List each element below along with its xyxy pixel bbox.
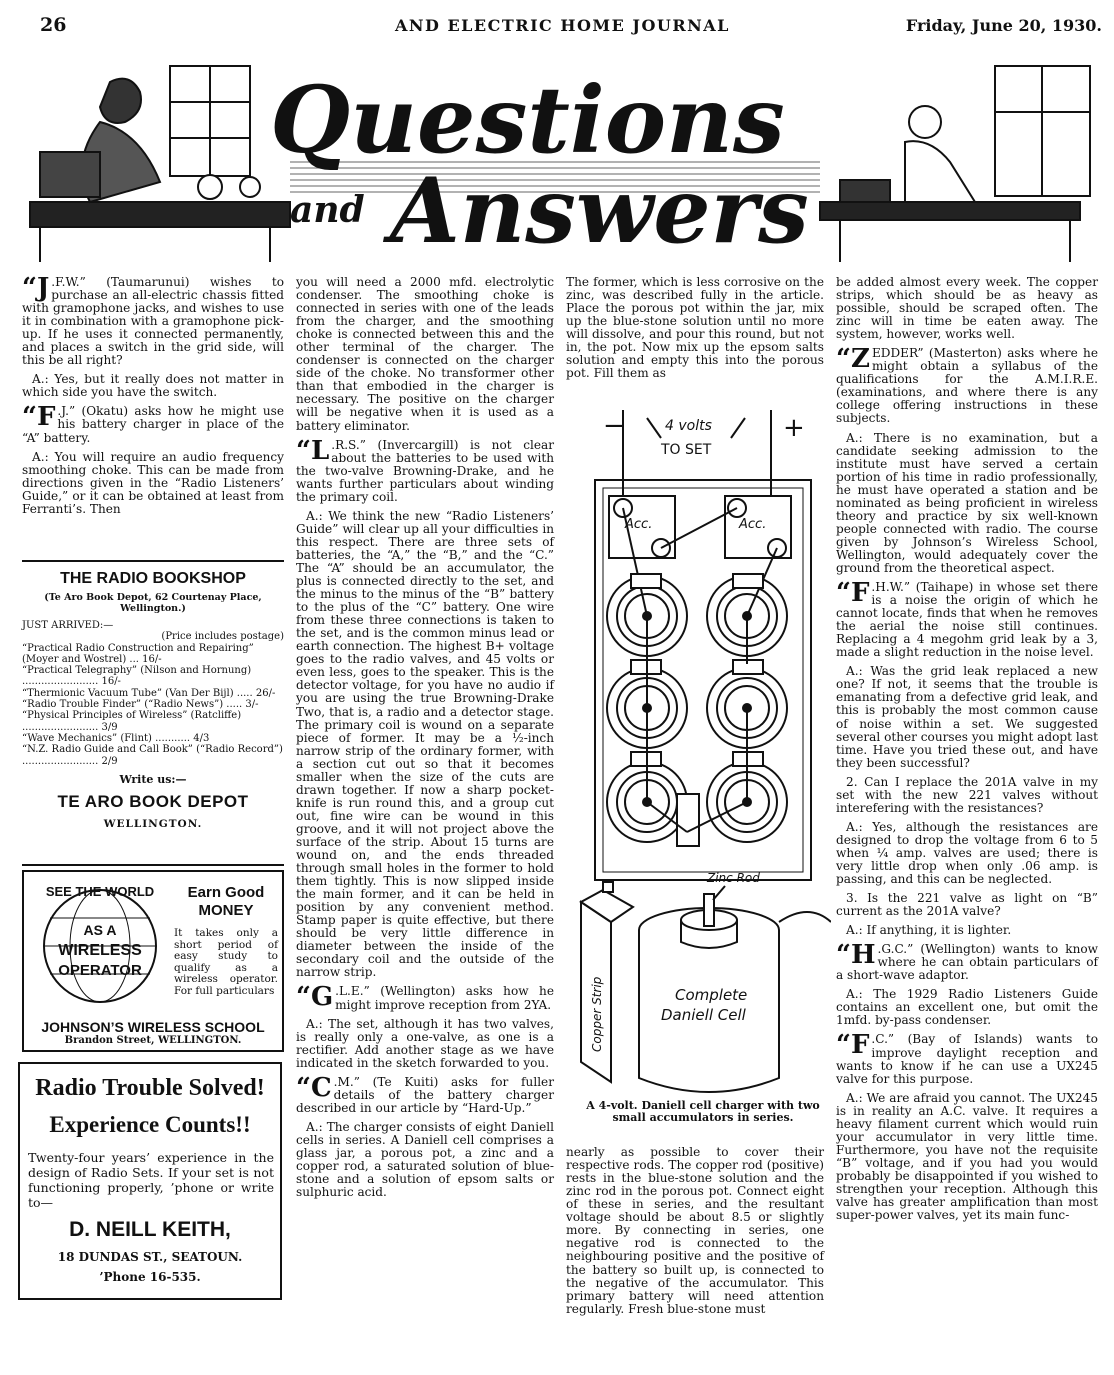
to-set-label: TO SET — [661, 442, 712, 458]
book-item: “Thermionic Vacuum Tube” (Van Der Bijl) ..... 26/- — [22, 687, 276, 699]
minus-sign: − — [603, 411, 625, 441]
bookshop-depot: TE ARO BOOK DEPOT — [57, 791, 249, 811]
column-2 — [296, 276, 554, 1205]
accumulator-label-left: Acc. — [625, 517, 653, 532]
bookshop-price-note: (Price includes postage) — [161, 631, 284, 643]
accumulator-label-right: Acc. — [739, 517, 767, 532]
column-3 — [566, 276, 824, 386]
johnson-address: Brandon Street, WELLINGTON. — [64, 1035, 242, 1046]
trouble-body: Twenty-four years’ experience in the design of Radio Sets. If your set is not functioning properly, ’phone or write to— — [28, 1150, 274, 1210]
answer-cm: A.: The charger consists of eight Daniell cells in series. A Daniell cell comprises a glass jar, a porous pot, a zinc and a copper rod, a saturated solution of blue-stone and a solution of epsom salts or sulphuric acid. — [296, 1119, 554, 1200]
questions-and-answers-banner — [20, 52, 1100, 270]
banner-title-and: and — [290, 189, 365, 231]
bookshop-write: Write us:— — [119, 772, 187, 786]
banner-title-questions: Questions — [270, 66, 785, 174]
question-fhw: “F .H.W.” (Taihape) in whose set there is a noise the origin of which he cannot locate, finds that when he removes the aerial the noise still continues. Replacing a 4 megohm grid leak by a 3, made a slight reduction in the noise level. — [836, 578, 1098, 660]
question-zedder: “ZEDDER” (Masterton) asks where he might obtain a syllabus of the qualifications for the A.M.I.R.E. (examinations, and where there is any college offering instructions in these subjects. — [836, 344, 1098, 426]
bookshop-title: THE RADIO BOOKSHOP — [60, 570, 246, 587]
page-number: 26 — [40, 14, 67, 36]
column-1 — [22, 273, 284, 522]
question-fhw-3: 3. Is the 221 valve as light on “B” current as the 201A valve? — [836, 891, 1098, 919]
book-item: “Physical Principles of Wireless” (Ratcliffe) ........................ 3/9 — [22, 710, 242, 733]
answer-fhw: A.: Was the grid leak replaced a new one? If not, it seems that the trouble is emanating from a defective grid leak, and this is probably the most common cause of noise within a set. We suggested several other courses you might adopt last time. Have you tried these out, and have they been successful? — [836, 664, 1098, 770]
radio-trouble-solved-ad — [18, 1062, 282, 1300]
book-item: “Wave Mechanics” (Flint) ........... 4/3 — [22, 732, 210, 744]
answer-fhw-3: A.: If anything, it is lighter. — [846, 923, 1012, 938]
johnson-school-name: JOHNSON’S WIRELESS SCHOOL — [41, 1019, 265, 1035]
trouble-name: D. NEILL KEITH, — [69, 1218, 231, 1241]
answer-hgc: A.: The 1929 Radio Listeners Guide contains an excellent one, but omit the 1mfd. by-pass condenser. — [836, 987, 1098, 1028]
daniell-cell-label: Daniell Cell — [661, 1006, 746, 1024]
answer-fhw-2: A.: Yes, although the resistances are designed to drop the voltage from 6 to 5 when ¼ amp. valves are used; there is very little drop when only .06 amp. is passing, and this can be neglected. — [836, 819, 1098, 887]
trouble-headline: Radio Trouble Solved! — [35, 1075, 265, 1101]
answer-zedder: A.: There is no examination, but a candidate seeking admission to the institute must have served a certain portion of his time in radio professionally, he must have operated a station and be nominated as being proficient in wireless theory and practice by six well-known people connected with radio. The course given by Johnson’s Wireless School, Wellington, would adequately cover the ground from the theoretical aspect. — [836, 430, 1098, 575]
column-4 — [836, 276, 1098, 1228]
question-gle: “G .L.E.” (Wellington) asks how he might improve reception from 2YA. — [296, 982, 554, 1013]
plus-sign: + — [783, 413, 805, 443]
radio-bookshop-ad — [22, 560, 284, 866]
trouble-phone: ’Phone 16-535. — [99, 1270, 201, 1284]
question-cm: “C .M.” (Te Kuiti) asks for fuller details of the battery charger described in our article by “Hard-Up.” — [296, 1072, 554, 1115]
book-item: “N.Z. Radio Guide and Call Book” (“Radio Record”) ........................ 2/9 — [22, 744, 283, 767]
question-lrs: “L .R.S.” (Invercargill) is not clear about the batteries to be used with the two-valve Browning-Drake, and he wants further particulars about winding the primary coil. — [296, 435, 554, 504]
bookshop-city: WELLINGTON. — [103, 817, 203, 830]
globe-seal-icon — [30, 878, 170, 1008]
copper-strip-label: Copper Strip — [590, 976, 604, 1052]
answer-jfw: A.: Yes, but it really does not matter in which side you have the switch. — [22, 372, 284, 400]
column-3-bottom — [566, 1134, 824, 1328]
answer-cm-cont: The former, which is less corrosive on the zinc, was described fully in the article. Place the porous pot within the jar, mix up the blue-stone solution until no more will dissolve, and pour this round, but not in, the pot. Now mix up the epsom salts solution and empty this into the porous pot. Fill them as — [566, 275, 824, 381]
paper-name: AND ELECTRIC HOME JOURNAL — [395, 16, 730, 35]
zinc-rod-label: Zinc Rod — [707, 871, 760, 885]
johnson-description: It takes only a short period of easy study to qualify as a wireless operator. For full particulars — [174, 927, 278, 997]
bookshop-arrived: JUST ARRIVED:— — [22, 620, 114, 631]
question-fj: “F .J.” (Okatu) asks how he might use his battery charger in place of the “A” battery. — [22, 402, 284, 445]
seal-wireless: WIRELESS — [58, 942, 142, 959]
man-writing-illustration — [820, 66, 1090, 262]
bookshop-list — [22, 620, 284, 767]
diagram-caption: A 4-volt. Daniell cell charger with two small accumulators in series. — [586, 1099, 820, 1124]
answer-fc: A.: We are afraid you cannot. The UX245 is in reality an A.C. valve. It requires a heavy filament current which would ruin your accumulator in very little time. Furthermore, you have not the requisite “B” voltage, and if you had you would probably be disappointed if you wished to strengthen your reception. Although this valve has greater amplification than most super-power valves, yet its main func- — [836, 1090, 1098, 1223]
issue-date: Friday, June 20, 1930. — [905, 16, 1102, 35]
answer-cm-cont-2: nearly as possible to cover their respective rods. The copper rod (positive) rests in the blue-stone solution and the zinc rod in the porous pot. Connect eight of these in series, and the resultant voltage should be about 8.5 or slightly more. By connecting in series, one negative rod is connected to the neighbouring positive and the positive of the battery so built up, is connected to the negative of the accumulator. This primary battery will need attention regularly. Fresh blue-stone must — [566, 1145, 824, 1316]
page-header — [40, 14, 1102, 42]
question-fc: “F .C.” (Bay of Islands) wants to improve daylight reception and wants to know if he can use a UX245 valve for this purpose. — [836, 1030, 1098, 1086]
earn-good-money: Earn Good MONEY — [187, 884, 265, 919]
banner-title-answers: Answers — [390, 158, 809, 264]
answer-cm-end: be added almost every week. The copper strips, which should be as heavy as possible, should be scraped often. The zinc will in time be eaten away. The system, however, works well. — [836, 275, 1098, 342]
radio-operator-illustration — [30, 66, 290, 262]
experience-headline: Experience Counts!! — [49, 1112, 251, 1137]
johnsons-wireless-school-ad — [22, 870, 284, 1052]
book-item: “Practical Telegraphy” (Nilson and Hornung) ........................ 16/- — [22, 665, 252, 688]
question-hgc: “H .G.C.” (Wellington) wants to know where he can obtain particulars of a short-wave adaptor. — [836, 940, 1098, 983]
complete-label: Complete — [675, 986, 748, 1004]
answer-lrs: A.: We think the new “Radio Listeners’ Guide” will clear up all your difficulties in this respect. There are three sets of batteries, the “A,” the “B,” and the “C.” The “A” should be an accumulator, the plus is connected directly to the set, and the minus to the minus of the “B” battery to the plus of the “C” battery. One wire from these three connections is taken to the set, and is the common minus lead or earth connection. The highest B+ voltage goes to the radio valves, and 45 volts or even less, goes to the speaker. This is the detector voltage, for you have no audio if you are using the true Browning-Drake Two, that is, a radio and a detector stage. The primary coil is wound on a separate piece of former. It may be a ½-inch narrow strip of the ordinary former, with a section cut out so that it becomes smaller when the size of the cuts are drawn together. If now a sharp pocket-knife is run round this, and a group cut out, fine wire can be wound in this groove, and it will not project above the surface of the strip. About 15 turns are wound on, and the ends threaded through small holes in the former to hold them tightly. This is now slipped inside the main former, and it can be held in position by any convenient method. Stamp paper is quite effective, but there should be very little difference in diameter between the inside of the secondary coil and the outside of the narrow strip. — [296, 508, 554, 980]
book-item: “Radio Trouble Finder” (“Radio News”) ..... 3/- — [22, 699, 259, 711]
seal-operator: OPERATOR — [58, 962, 142, 979]
answer-fj: A.: You will require an audio frequency smoothing choke. This can be made from directions given in the “Radio Listeners’ Guide,” or it can be obtained at least from Ferranti’s. Then — [22, 449, 284, 516]
book-item: “Practical Radio Construction and Repairing” (Moyer and Wostrel) ... 16/- — [22, 642, 254, 665]
answer-gle: A.: The set, although it has two valves, is really only a one-valve, as one is a rectifier. Add another stage as we have indicated in the sketch forwarded to you. — [296, 1016, 554, 1070]
trouble-address: 18 DUNDAS ST., SEATOUN. — [57, 1250, 243, 1264]
question-fhw-2: 2. Can I replace the 201A valve in my set with the new 221 valves without interefering with the resistances? — [836, 774, 1098, 815]
daniell-cell-charger-diagram — [575, 402, 831, 1102]
question-jfw: “J .F.W.” (Taumarunui) wishes to purchase an all-electric chassis fitted with gramophone jacks, and wishes to use it in combination with a gramophone pick-up. If he uses it connected permanently, and places a switch in the grid side, will this be all right? — [22, 273, 284, 368]
volts-label: 4 volts — [665, 418, 712, 434]
bookshop-address: (Te Aro Book Depot, 62 Courtenay Place, Wellington.) — [44, 592, 262, 614]
answer-fj-cont: you will need a 2000 mfd. electrolytic condenser. The smoothing choke is connected in series with one of the leads from the charger, and the smoothing choke is connected between this and the other terminal of the charger. The condenser is connected on the charger side of the choke. No transformer other than that embodied in the charger is necessary. The positive on the charger will be negative when it is used as a battery eliminator. — [296, 275, 554, 433]
seal-as-a: AS A — [83, 922, 117, 938]
seal-see-the-world: SEE THE WORLD — [45, 884, 155, 899]
